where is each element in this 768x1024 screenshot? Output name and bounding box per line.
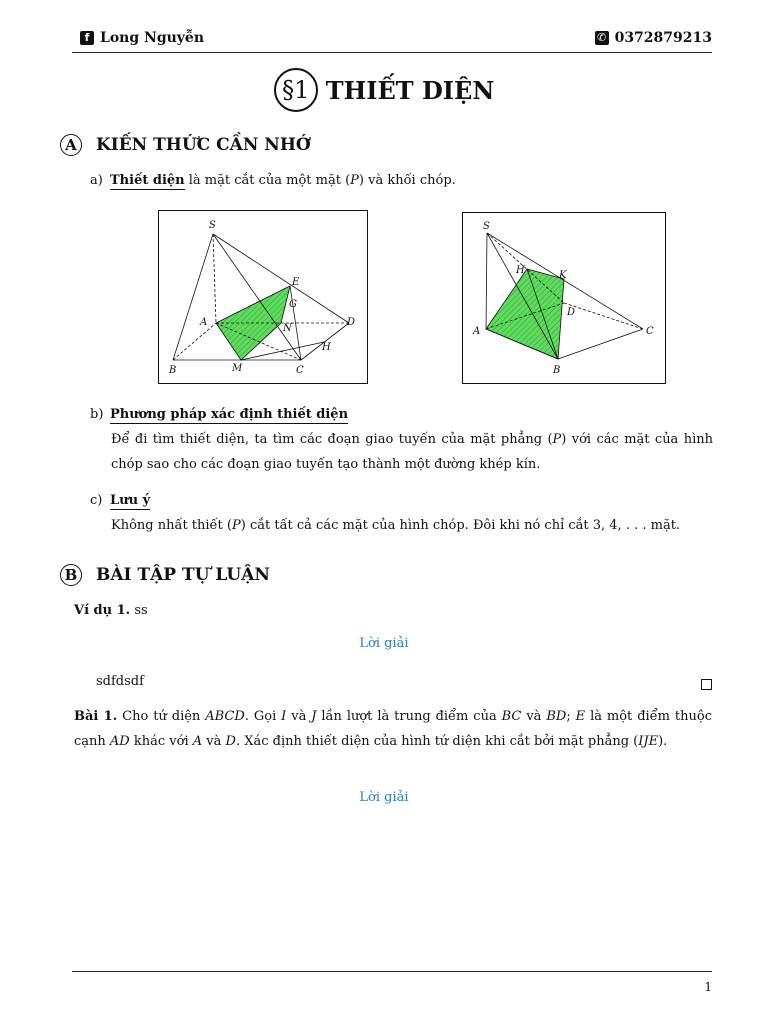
phone-number: 0372879213 xyxy=(614,30,712,46)
item-b-text-1: Để đi tìm thiết diện, ta tìm các đoạn giao tuyến của mặt phẳng ( xyxy=(111,432,553,447)
ex-v8: A xyxy=(192,734,203,749)
ex-t7: là một điểm thuộc cạnh xyxy=(74,709,713,749)
fig-left-label-m: M xyxy=(232,363,243,374)
item-c-label: c) xyxy=(90,493,103,508)
item-a-text: là mặt cắt của một mặt ( xyxy=(184,173,351,188)
ex-v9: D xyxy=(225,734,236,749)
figure-pyramid-left xyxy=(158,210,368,384)
example-1 xyxy=(74,598,148,623)
item-c-term: Lưu ý xyxy=(110,493,151,508)
item-a-text-end: ) và khối chóp. xyxy=(358,173,456,188)
fig-left-label-h: H xyxy=(322,342,331,353)
header-rule xyxy=(72,52,712,53)
item-a-term: Thiết diện xyxy=(110,173,185,188)
fig-right-label-d: D xyxy=(567,307,576,318)
section-mark: §1 xyxy=(274,68,318,112)
item-c-text xyxy=(111,513,713,538)
item-b xyxy=(90,402,712,427)
section-a-badge: A xyxy=(60,134,82,156)
page-title xyxy=(0,68,768,112)
ex-v10: IJE xyxy=(638,734,659,749)
exercise-1 xyxy=(74,704,712,754)
item-c-var: P xyxy=(232,518,241,533)
fig-right-label-s: S xyxy=(483,221,490,232)
section-a-heading xyxy=(60,134,311,156)
item-a-label: a) xyxy=(90,173,103,188)
example-label: Ví dụ 1. xyxy=(74,603,131,618)
item-b-text-2: ) với các mặt của hình chóp sao cho các đoạn giao tuyến tạo thành một đường khép kín. xyxy=(111,432,713,472)
ex-t1: Cho tứ diện xyxy=(117,709,206,724)
footer-rule xyxy=(72,971,712,972)
item-a-var: P xyxy=(350,173,359,188)
ex-t8: khác với xyxy=(129,734,193,749)
ex-t6: ; xyxy=(566,709,576,724)
item-b-term: Phương pháp xác định thiết diện xyxy=(110,407,349,422)
facebook-icon: f xyxy=(80,31,94,45)
ex-v5: BD xyxy=(546,709,567,724)
item-b-var: P xyxy=(552,432,562,447)
ex-t11: ). xyxy=(658,734,668,749)
header-author xyxy=(80,30,204,46)
fig-left-label-g: G xyxy=(289,299,297,310)
ex-v6: E xyxy=(575,709,586,724)
fig-right-label-h: H xyxy=(516,265,525,276)
solution-heading-2: Lời giải xyxy=(359,790,409,805)
page-number: 1 xyxy=(704,980,712,994)
fig-left-label-n: N xyxy=(283,323,292,334)
exercise-label: Bài 1. xyxy=(74,709,118,724)
solution-heading-1: Lời giải xyxy=(359,636,409,651)
qed-box xyxy=(701,679,712,690)
author-name: Long Nguyễn xyxy=(100,30,205,46)
fig-right-label-c: C xyxy=(646,326,654,337)
section-b-heading xyxy=(60,564,270,586)
ex-v7: AD xyxy=(109,734,130,749)
ex-v1: ABCD xyxy=(205,709,245,724)
ex-t2: . Gọi xyxy=(244,709,282,724)
fig-left-label-c: C xyxy=(296,365,304,376)
figure-pyramid-right xyxy=(462,212,666,384)
fig-right-label-a: A xyxy=(473,326,481,337)
item-c-text-1: Không nhất thiết ( xyxy=(111,518,232,533)
item-c-text-2: ) cắt tất cả các mặt của hình chóp. Đôi khi nó chỉ cắt 3, 4, . . . mặt. xyxy=(240,518,681,533)
ex-t4: lần lượt là trung điểm của xyxy=(316,709,502,724)
ex-t9: và xyxy=(202,734,226,749)
ex-t5: và xyxy=(521,709,547,724)
ex-t3: và xyxy=(286,709,312,724)
fig-left-label-a: A xyxy=(200,317,208,328)
section-b-badge: B xyxy=(60,564,82,586)
ex-v3: J xyxy=(311,709,317,724)
section-b-title: BÀI TẬP TỰ LUẬN xyxy=(96,565,270,585)
item-b-text xyxy=(111,427,713,477)
ex-v2: I xyxy=(281,709,287,724)
fig-left-label-s: S xyxy=(209,220,216,231)
title-text: THIẾT DIỆN xyxy=(325,75,495,105)
item-c xyxy=(90,488,712,513)
ex-v4: BC xyxy=(501,709,522,724)
item-b-label: b) xyxy=(90,407,104,422)
solution-1-text: sdfdsdf xyxy=(96,674,144,689)
fig-left-label-e: E xyxy=(292,277,300,288)
example-text: ss xyxy=(134,603,148,618)
section-a-title: KIẾN THỨC CẦN NHỚ xyxy=(96,135,311,155)
fig-left-label-d: D xyxy=(347,317,356,328)
fig-right-label-k: K xyxy=(559,270,567,281)
header-phone xyxy=(595,30,712,46)
item-a xyxy=(90,168,712,193)
ex-t10: . Xác định thiết diện của hình tứ diện khi cắt bởi mặt phẳng ( xyxy=(235,734,639,749)
fig-left-label-b: B xyxy=(169,365,177,376)
fig-right-label-b: B xyxy=(553,365,561,376)
phone-icon: ✆ xyxy=(595,31,609,45)
